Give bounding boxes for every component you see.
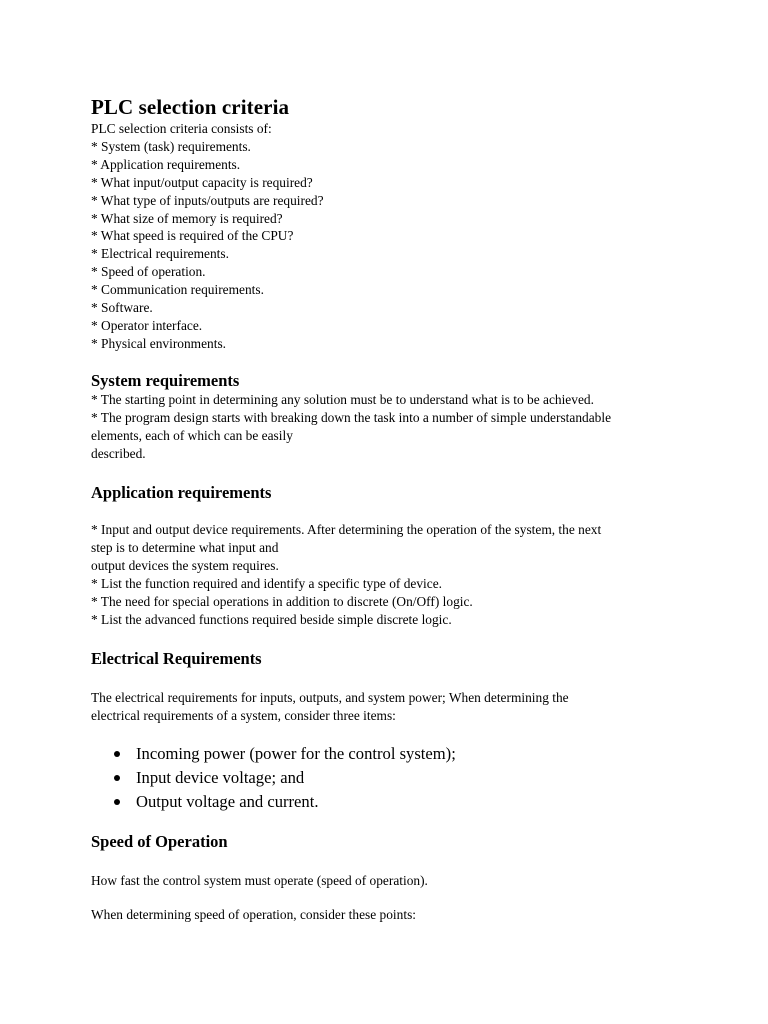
intro-line: * Physical environments. bbox=[91, 335, 227, 351]
speed-line: How fast the control system must operate (speed of operation). bbox=[91, 873, 428, 888]
intro-line: * What input/output capacity is required? bbox=[91, 174, 313, 190]
application-section bbox=[91, 483, 711, 628]
speed-section bbox=[91, 832, 711, 924]
intro-line: * Operator interface. bbox=[91, 317, 203, 333]
intro-list bbox=[91, 120, 711, 353]
electrical-bullet-list bbox=[91, 742, 711, 814]
system-heading: System requirements bbox=[91, 371, 240, 390]
electrical-heading: Electrical Requirements bbox=[91, 649, 262, 668]
bullet-text: Output voltage and current. bbox=[136, 791, 319, 811]
electrical-line: The electrical requirements for inputs, outputs, and system power; When determining the bbox=[91, 690, 569, 705]
intro-line: * What size of memory is required? bbox=[91, 210, 283, 226]
intro-line: * Application requirements. bbox=[91, 156, 241, 172]
system-line: elements, each of which can be easily bbox=[91, 427, 293, 443]
bullet-icon bbox=[114, 751, 120, 757]
electrical-section bbox=[91, 649, 711, 814]
page-title: PLC selection criteria bbox=[91, 95, 290, 119]
system-line: * The program design starts with breaking down the task into a number of simple understandable bbox=[91, 409, 612, 425]
bullet-text: Incoming power (power for the control system); bbox=[136, 743, 456, 763]
list-item bbox=[91, 742, 711, 766]
list-item bbox=[91, 766, 711, 790]
application-line: * List the function required and identify a specific type of device. bbox=[91, 575, 443, 591]
electrical-line: electrical requirements of a system, consider three items: bbox=[91, 707, 396, 723]
application-line: * Input and output device requirements. After determining the operation of the system, the next bbox=[91, 522, 602, 537]
bullet-icon bbox=[114, 799, 120, 805]
intro-line: * Speed of operation. bbox=[91, 264, 206, 280]
application-line: * List the advanced functions required beside simple discrete logic. bbox=[91, 611, 452, 627]
list-item bbox=[91, 790, 711, 814]
intro-line: * Software. bbox=[91, 300, 153, 316]
system-section bbox=[91, 371, 711, 463]
intro-line: * Communication requirements. bbox=[91, 282, 264, 298]
intro-line: * System (task) requirements. bbox=[91, 138, 251, 154]
speed-heading: Speed of Operation bbox=[91, 832, 228, 851]
intro-section bbox=[91, 94, 711, 353]
intro-line: * What type of inputs/outputs are required? bbox=[91, 192, 324, 208]
intro-line: * Electrical requirements. bbox=[91, 246, 229, 262]
system-line: described. bbox=[91, 445, 146, 461]
application-heading: Application requirements bbox=[91, 483, 272, 502]
intro-line: PLC selection criteria consists of: bbox=[91, 121, 272, 136]
application-line: * The need for special operations in addition to discrete (On/Off) logic. bbox=[91, 593, 473, 609]
speed-line: When determining speed of operation, consider these points: bbox=[91, 906, 417, 922]
bullet-text: Input device voltage; and bbox=[136, 767, 305, 787]
application-line: step is to determine what input and bbox=[91, 539, 279, 555]
intro-line: * What speed is required of the CPU? bbox=[91, 228, 294, 244]
system-line: * The starting point in determining any solution must be to understand what is to be achieved. bbox=[91, 392, 594, 407]
application-line: output devices the system requires. bbox=[91, 557, 279, 573]
bullet-icon bbox=[114, 775, 120, 781]
